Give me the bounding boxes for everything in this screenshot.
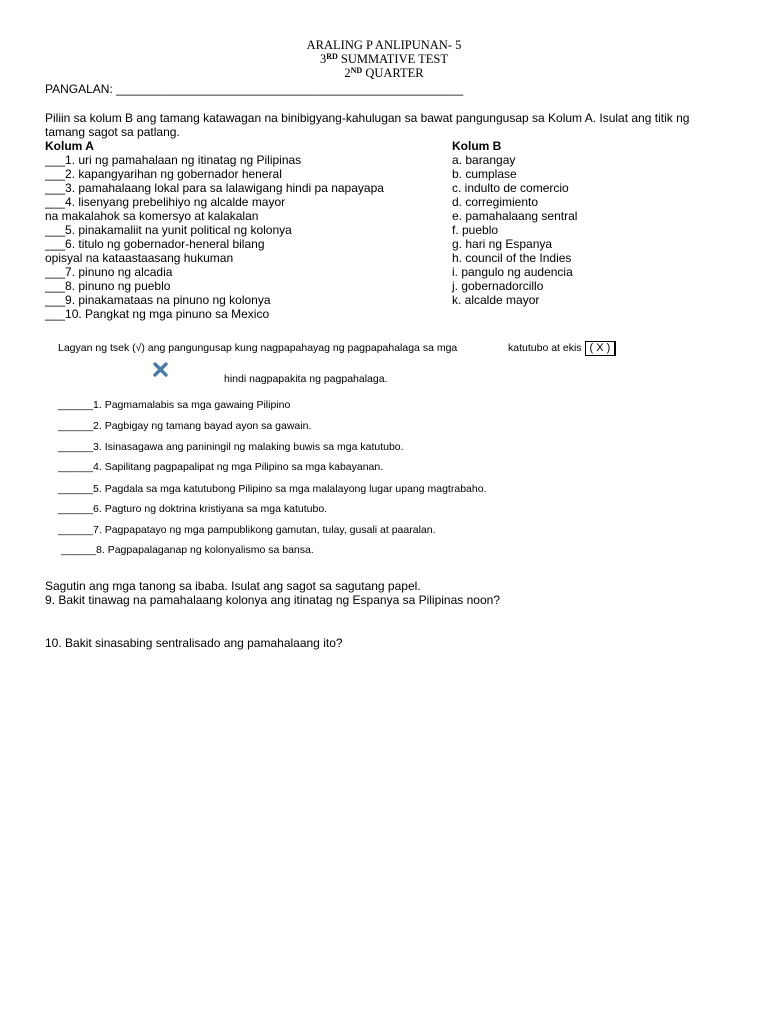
statement-item: ______1. Pagmamalabis sa mga gawaing Pilipino <box>58 399 291 411</box>
kolum-b-item: f. pueblo <box>452 223 499 237</box>
instructions-3: Sagutin ang mga tanong sa ibaba. Isulat ang sagot sa sagutang papel. <box>45 579 421 593</box>
kolum-b-item: g. hari ng Espanya <box>452 237 553 251</box>
statement-item: ______6. Pagturo ng doktrina kristiyana sa mga katutubo. <box>58 503 328 515</box>
instructions-1-line-1: Piliin sa kolum B ang tamang katawagan na binibigyang-kahulugan sa bawat pangungusap sa Kolum A. Isulat ang titik ng <box>45 111 690 125</box>
instructions-2-line-2: hindi nagpapakita ng pagpahalaga. <box>224 373 388 385</box>
kolum-a-line: ___3. pamahalaang lokal para sa lalawigang hindi pa napayapa <box>45 181 384 195</box>
kolum-b-item: d. corregimiento <box>452 195 539 209</box>
kolum-a-line: opisyal na kataastaasang hukuman <box>45 251 234 265</box>
kolum-a-line: ___7. pinuno ng alcadia <box>45 265 173 279</box>
kolum-b-item: e. pamahalaang sentral <box>452 209 578 223</box>
kolum-a-line: ___6. titulo ng gobernador-heneral bilang <box>45 237 265 251</box>
kolum-b-title: Kolum B <box>452 139 502 153</box>
statement-item: ______8. Pagpapalaganap ng kolonyalismo sa bansa. <box>61 544 314 556</box>
instructions-2-part-2: katutubo at ekis ( X ) <box>508 341 616 356</box>
kolum-a-line: ___9. pinakamataas na pinuno ng kolonya <box>45 293 271 307</box>
instructions-1-line-2: tamang sagot sa patlang. <box>45 125 180 139</box>
x-mark-icon <box>153 362 168 377</box>
statement-item: ______5. Pagdala sa mga katutubong Pilipino sa mga malalayong lugar upang magtrabaho. <box>58 483 487 495</box>
kolum-b-item: i. pangulo ng audencia <box>452 265 573 279</box>
kolum-b-item: b. cumplase <box>452 167 517 181</box>
statement-item: ______7. Pagpapatayo ng mga pampublikong gamutan, tulay, gusali at paaralan. <box>58 524 436 536</box>
question-9: 9. Bakit tinawag na pamahalaang kolonya ang itinatag ng Espanya sa Pilipinas noon? <box>45 593 500 607</box>
question-10: 10. Bakit sinasabing sentralisado ang pamahalaang ito? <box>45 636 343 650</box>
kolum-a-line: ___10. Pangkat ng mga pinuno sa Mexico <box>45 307 270 321</box>
statement-item: ______2. Pagbigay ng tamang bayad ayon sa gawain. <box>58 420 312 432</box>
kolum-a-line: ___1. uri ng pamahalaan ng itinatag ng Pilipinas <box>45 153 302 167</box>
subject-title: ARALING P ANLIPUNAN- 5 <box>306 38 462 52</box>
test-title: 3RD SUMMATIVE TEST <box>319 52 448 66</box>
kolum-a-line: ___5. pinakamaliit na yunit political ng kolonya <box>45 223 292 237</box>
kolum-a-line: na makalahok sa komersyo at kalakalan <box>45 209 259 223</box>
x-mark-box: ( X ) <box>585 341 617 356</box>
kolum-b-item: a. barangay <box>452 153 516 167</box>
statement-item: ______4. Sapilitang pagpapalipat ng mga Pilipino sa mga kabayanan. <box>58 461 384 473</box>
kolum-b-item: k. alcalde mayor <box>452 293 540 307</box>
kolum-b-item: j. gobernadorcillo <box>452 279 544 293</box>
statement-item: ______3. Isinasagawa ang paniningil ng malaking buwis sa mga katutubo. <box>58 441 404 453</box>
kolum-a-line: ___2. kapangyarihan ng gobernador heneral <box>45 167 282 181</box>
kolum-b-item: h. council of the Indies <box>452 251 572 265</box>
kolum-b-item: c. indulto de comercio <box>452 181 569 195</box>
instructions-2-part-1: Lagyan ng tsek (√) ang pangungusap kung nagpapahayag ng pagpapahalaga sa mga <box>58 342 458 354</box>
kolum-a-line: ___8. pinuno ng pueblo <box>45 279 171 293</box>
kolum-a-title: Kolum A <box>45 139 94 153</box>
quarter-title: 2ND QUARTER <box>344 66 424 80</box>
kolum-a-line: ___4. lisenyang prebelihiyo ng alcalde mayor <box>45 195 286 209</box>
name-line: PANGALAN: ____________________________________________________ <box>45 82 464 96</box>
